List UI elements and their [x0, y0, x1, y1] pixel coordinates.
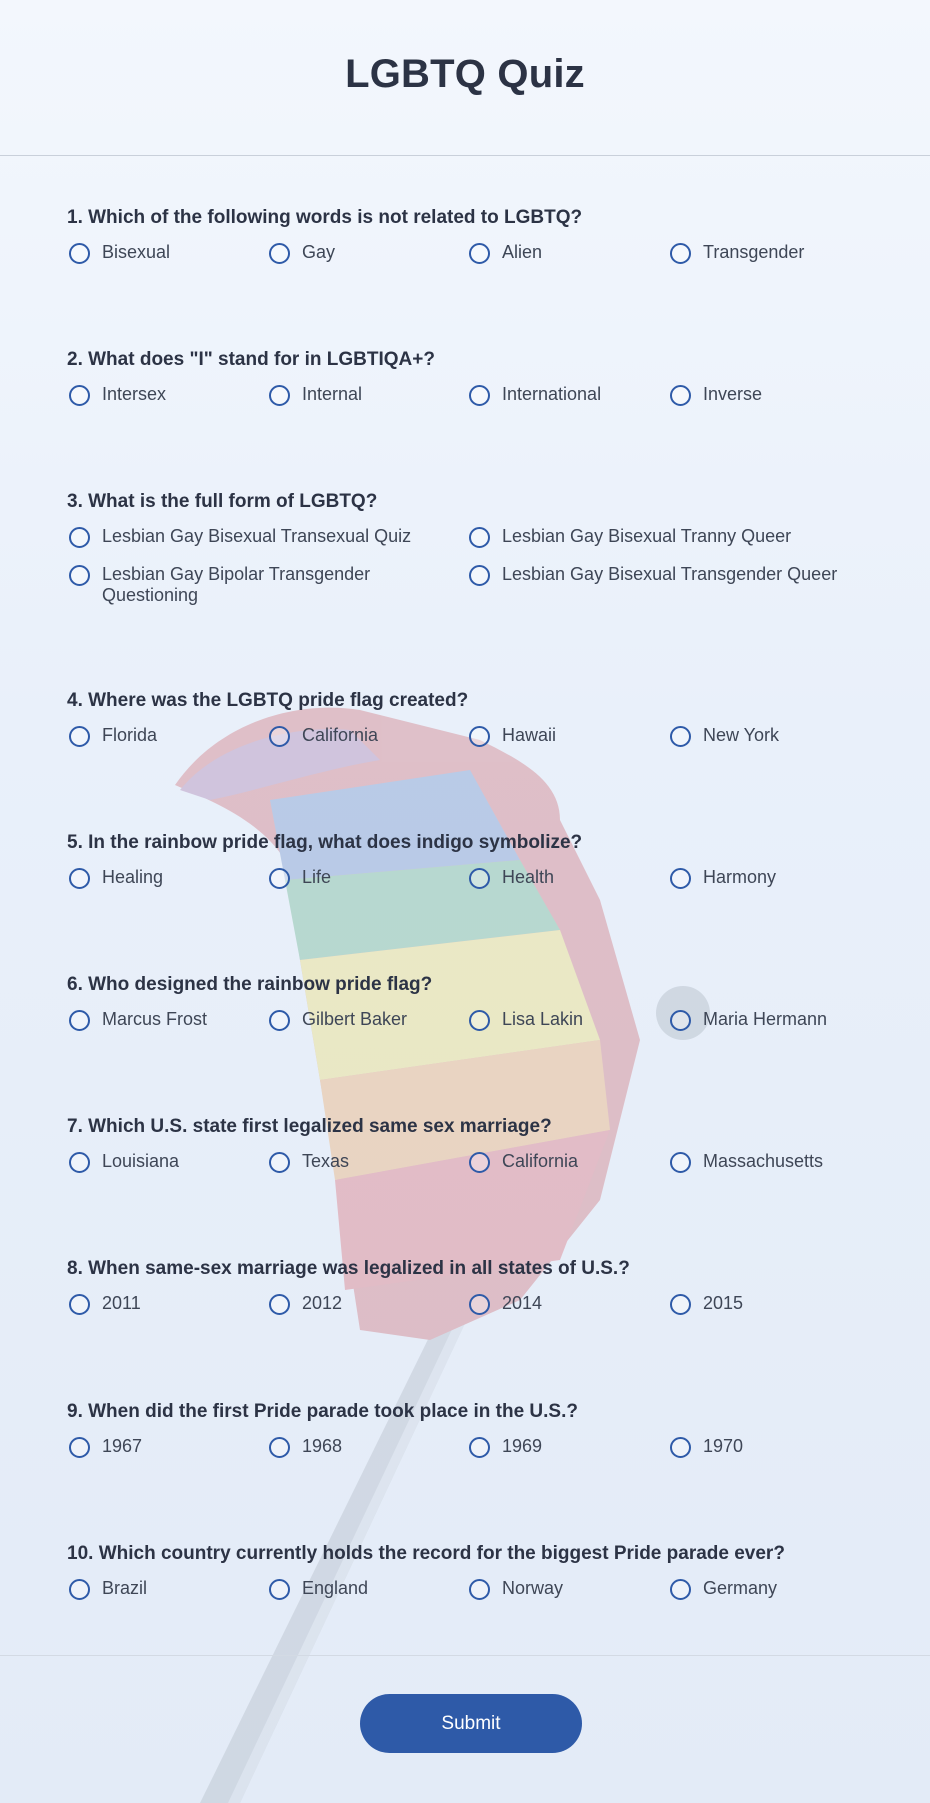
- question-10: [67, 1543, 867, 1602]
- radio-icon[interactable]: [469, 1437, 490, 1458]
- option-norway[interactable]: Norway: [469, 1578, 563, 1600]
- form-header: [0, 0, 930, 156]
- option-transgender-queer[interactable]: Lesbian Gay Bisexual Transgender Queer: [469, 564, 869, 586]
- radio-icon[interactable]: [69, 1010, 90, 1031]
- radio-icon[interactable]: [69, 385, 90, 406]
- option-gay[interactable]: Gay: [269, 242, 335, 264]
- question-text: 7. Which U.S. state first legalized same sex marriage?: [67, 1116, 552, 1137]
- option-gilbert-baker[interactable]: Gilbert Baker: [269, 1009, 407, 1031]
- radio-icon[interactable]: [269, 385, 290, 406]
- option-1967[interactable]: 1967: [69, 1436, 142, 1458]
- radio-icon[interactable]: [69, 868, 90, 889]
- option-2014[interactable]: 2014: [469, 1293, 542, 1315]
- option-california[interactable]: California: [269, 725, 378, 747]
- option-alien[interactable]: Alien: [469, 242, 542, 264]
- radio-icon[interactable]: [469, 1294, 490, 1315]
- option-1969[interactable]: 1969: [469, 1436, 542, 1458]
- radio-icon[interactable]: [469, 1010, 490, 1031]
- radio-icon[interactable]: [269, 243, 290, 264]
- option-marcus-frost[interactable]: Marcus Frost: [69, 1009, 207, 1031]
- option-bipolar-questioning[interactable]: Lesbian Gay Bipolar Transgender Questioning: [69, 564, 389, 606]
- option-lisa-lakin[interactable]: Lisa Lakin: [469, 1009, 583, 1031]
- radio-icon[interactable]: [269, 1579, 290, 1600]
- option-louisiana[interactable]: Louisiana: [69, 1151, 179, 1173]
- radio-icon[interactable]: [469, 1579, 490, 1600]
- radio-icon[interactable]: [670, 868, 691, 889]
- option-international[interactable]: International: [469, 384, 601, 406]
- radio-icon[interactable]: [670, 385, 691, 406]
- option-hawaii[interactable]: Hawaii: [469, 725, 556, 747]
- question-text: 8. When same-sex marriage was legalized in all states of U.S.?: [67, 1258, 630, 1279]
- radio-icon[interactable]: [469, 527, 490, 548]
- radio-icon[interactable]: [469, 243, 490, 264]
- question-text: 10. Which country currently holds the record for the biggest Pride parade ever?: [67, 1543, 785, 1564]
- radio-icon[interactable]: [670, 1437, 691, 1458]
- option-brazil[interactable]: Brazil: [69, 1578, 147, 1600]
- question-3: [67, 491, 867, 605]
- question-6: [67, 974, 867, 1033]
- option-harmony[interactable]: Harmony: [670, 867, 776, 889]
- option-florida[interactable]: Florida: [69, 725, 157, 747]
- option-germany[interactable]: Germany: [670, 1578, 777, 1600]
- footer-divider: [0, 1655, 930, 1656]
- question-8: [67, 1258, 867, 1317]
- question-text: 1. Which of the following words is not related to LGBTQ?: [67, 207, 583, 228]
- radio-icon[interactable]: [670, 726, 691, 747]
- option-1968[interactable]: 1968: [269, 1436, 342, 1458]
- radio-icon[interactable]: [269, 1010, 290, 1031]
- radio-icon[interactable]: [69, 1294, 90, 1315]
- question-text: 9. When did the first Pride parade took place in the U.S.?: [67, 1401, 578, 1422]
- radio-icon[interactable]: [269, 1437, 290, 1458]
- option-inverse[interactable]: Inverse: [670, 384, 762, 406]
- question-text: 3. What is the full form of LGBTQ?: [67, 491, 378, 512]
- radio-icon[interactable]: [269, 868, 290, 889]
- radio-icon[interactable]: [670, 1152, 691, 1173]
- question-9: [67, 1401, 867, 1460]
- option-health[interactable]: Health: [469, 867, 554, 889]
- radio-icon[interactable]: [269, 726, 290, 747]
- question-2: [67, 349, 867, 408]
- radio-icon[interactable]: [670, 1294, 691, 1315]
- option-intersex[interactable]: Intersex: [69, 384, 166, 406]
- radio-icon[interactable]: [69, 1437, 90, 1458]
- radio-icon[interactable]: [69, 1152, 90, 1173]
- option-1970[interactable]: 1970: [670, 1436, 743, 1458]
- question-5: [67, 832, 867, 891]
- radio-icon[interactable]: [69, 243, 90, 264]
- option-internal[interactable]: Internal: [269, 384, 362, 406]
- radio-icon[interactable]: [69, 527, 90, 548]
- submit-button[interactable]: Submit: [360, 1694, 582, 1753]
- option-texas[interactable]: Texas: [269, 1151, 349, 1173]
- option-2011[interactable]: 2011: [69, 1293, 141, 1315]
- option-california[interactable]: California: [469, 1151, 578, 1173]
- option-2012[interactable]: 2012: [269, 1293, 342, 1315]
- radio-icon[interactable]: [69, 726, 90, 747]
- radio-icon[interactable]: [670, 243, 691, 264]
- option-healing[interactable]: Healing: [69, 867, 163, 889]
- radio-icon[interactable]: [469, 385, 490, 406]
- option-massachusetts[interactable]: Massachusetts: [670, 1151, 823, 1173]
- question-text: 6. Who designed the rainbow pride flag?: [67, 974, 433, 995]
- option-bisexual[interactable]: Bisexual: [69, 242, 170, 264]
- option-transexual-quiz[interactable]: Lesbian Gay Bisexual Transexual Quiz: [69, 526, 429, 548]
- radio-icon[interactable]: [69, 565, 90, 586]
- option-new-york[interactable]: New York: [670, 725, 779, 747]
- question-text: 5. In the rainbow pride flag, what does indigo symbolize?: [67, 832, 583, 853]
- radio-icon[interactable]: [469, 565, 490, 586]
- option-tranny-queer[interactable]: Lesbian Gay Bisexual Tranny Queer: [469, 526, 869, 548]
- radio-icon[interactable]: [69, 1579, 90, 1600]
- option-england[interactable]: England: [269, 1578, 368, 1600]
- radio-icon[interactable]: [469, 868, 490, 889]
- option-maria-hermann[interactable]: Maria Hermann: [670, 1009, 827, 1031]
- option-life[interactable]: Life: [269, 867, 331, 889]
- question-text: 2. What does "I" stand for in LGBTIQA+?: [67, 349, 435, 370]
- radio-icon[interactable]: [269, 1294, 290, 1315]
- question-text: 4. Where was the LGBTQ pride flag created?: [67, 690, 469, 711]
- option-transgender[interactable]: Transgender: [670, 242, 804, 264]
- radio-icon[interactable]: [670, 1010, 691, 1031]
- radio-icon[interactable]: [469, 1152, 490, 1173]
- question-1: [67, 207, 867, 266]
- question-4: [67, 690, 867, 749]
- option-2015[interactable]: 2015: [670, 1293, 743, 1315]
- radio-icon[interactable]: [469, 726, 490, 747]
- radio-icon[interactable]: [670, 1579, 691, 1600]
- question-7: [67, 1116, 867, 1175]
- page-title: LGBTQ Quiz: [345, 52, 585, 96]
- radio-icon[interactable]: [269, 1152, 290, 1173]
